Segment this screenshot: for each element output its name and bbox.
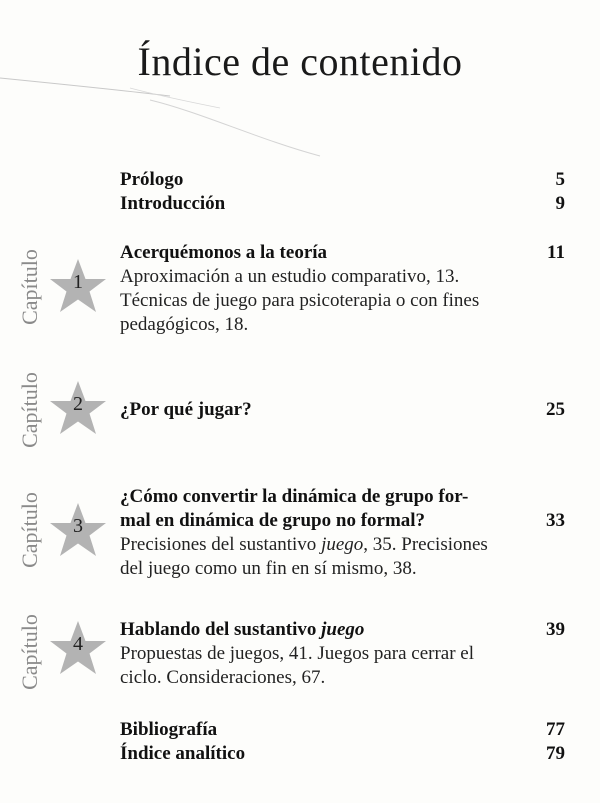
entry-title: ¿Por qué jugar? xyxy=(120,399,252,420)
chapter-label: Capítulo xyxy=(17,492,42,568)
entry-title: Hablando del sustantivo juego xyxy=(120,619,365,640)
chapter-label: Capítulo xyxy=(17,614,42,690)
entry-page: 39 xyxy=(546,619,565,640)
entry-page: 11 xyxy=(547,242,565,263)
entry-page: 79 xyxy=(546,743,565,764)
entry-page: 5 xyxy=(555,169,565,190)
entry-description: Aproximación a un estudio comparativo, 13. Técnicas de juego para psicoterapia o con fines pedagógicos, 18. xyxy=(120,266,480,335)
chapter-number: 1 xyxy=(73,271,83,293)
star-icon xyxy=(48,379,108,437)
chapter-label: Capítulo xyxy=(17,249,42,325)
entry-description: Propuestas de juegos, 41. Juegos para cerrar el ciclo. Consideraciones, 67. xyxy=(120,643,475,688)
chapter-number: 3 xyxy=(73,515,83,537)
star-icon xyxy=(48,501,108,559)
toc-entry-indice-analitico xyxy=(120,742,565,766)
chapter-label: Capítulo xyxy=(17,372,42,448)
entry-title: Prólogo xyxy=(120,169,184,190)
toc-entry-chapter-2 xyxy=(120,398,565,422)
toc-entry-prologo xyxy=(120,168,565,192)
toc-entry-introduccion xyxy=(120,192,565,216)
star-icon xyxy=(48,257,108,315)
toc-entry-chapter-3 xyxy=(120,485,565,581)
entry-page: 25 xyxy=(546,399,565,420)
entry-title-line: mal en dinámica de grupo no formal? xyxy=(120,510,426,531)
entry-page: 33 xyxy=(546,510,565,531)
chapter-number: 2 xyxy=(73,393,83,415)
entry-title: Índice analítico xyxy=(120,743,246,764)
entry-page: 77 xyxy=(546,719,565,740)
star-icon xyxy=(48,619,108,677)
toc-entry-bibliografia xyxy=(120,718,565,742)
toc-entry-chapter-4 xyxy=(120,618,565,690)
page-title: Índice de contenido xyxy=(137,39,463,84)
entry-title: Acerquémonos a la teoría xyxy=(120,242,328,263)
entry-title-line: ¿Cómo convertir la dinámica de grupo for- xyxy=(120,486,469,507)
toc-entry-chapter-1 xyxy=(120,241,565,337)
chapter-number: 4 xyxy=(73,633,83,655)
entry-title: Bibliografía xyxy=(120,719,218,740)
entry-title: Introducción xyxy=(120,193,226,214)
entry-page: 9 xyxy=(555,193,565,214)
entry-description: Precisiones del sustantivo juego, 35. Precisiones del juego como un fin en sí mismo, 38. xyxy=(120,534,488,579)
